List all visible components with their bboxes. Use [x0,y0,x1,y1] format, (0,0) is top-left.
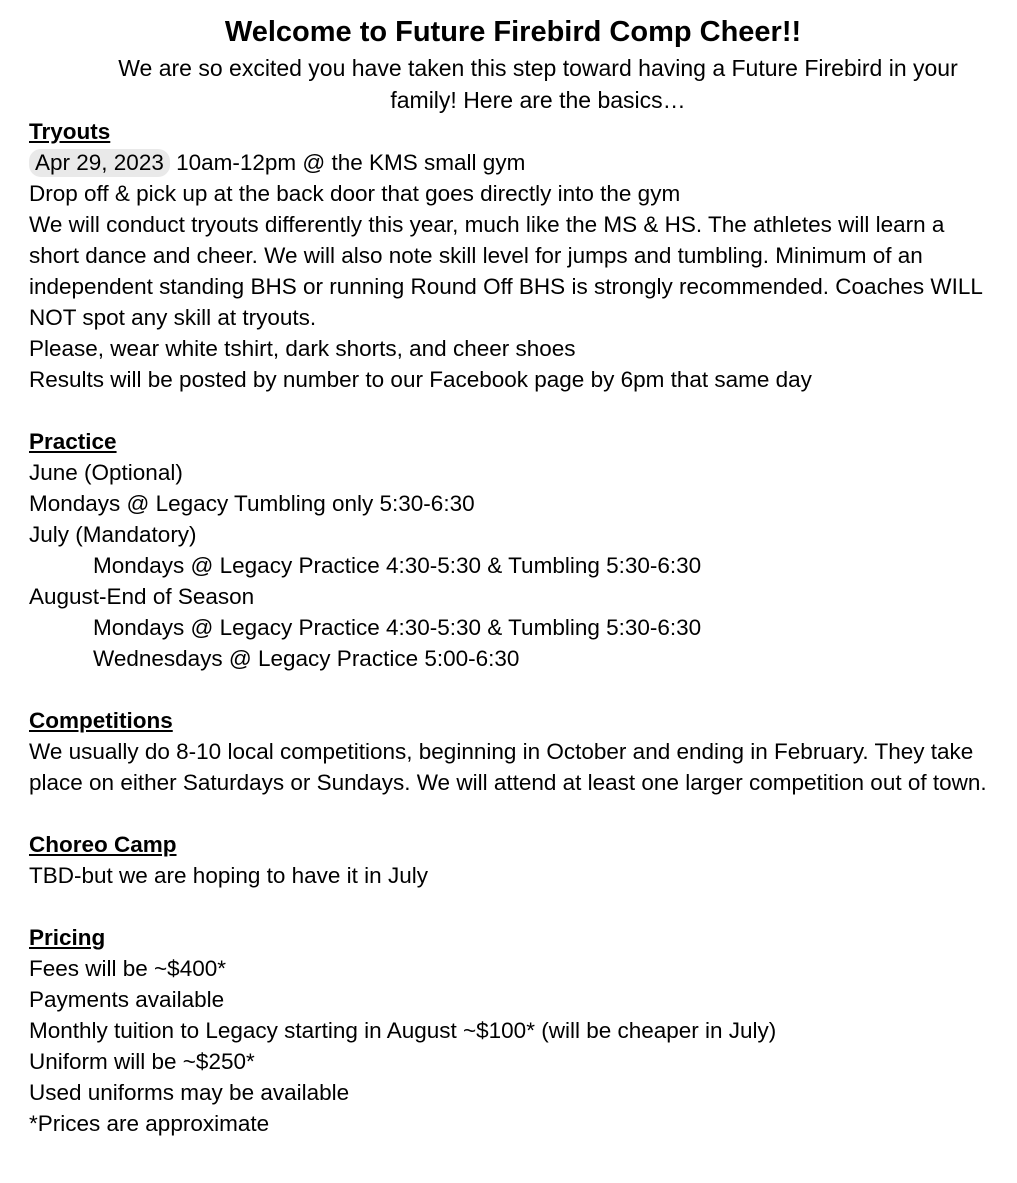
tryouts-conduct: We will conduct tryouts differently this year, much like the MS & HS. The athletes will learn a short dance and cheer. We will also note skill level for jumps and tumbling. Minimum of an independent standing BHS or running Round Off BHS is strongly recommended. Coaches WILL NOT spot any skill at tryouts. [29,212,983,330]
practice-july: July (Mandatory) [29,522,197,547]
pricing-section [29,922,997,1139]
competitions-heading: Competitions [29,708,173,733]
pricing-used-uniforms: Used uniforms may be available [29,1080,350,1105]
spacer [29,891,997,922]
competitions-section [29,705,997,798]
practice-august-mondays: Mondays @ Legacy Practice 4:30-5:30 & Tumbling 5:30-6:30 [93,615,702,640]
tryouts-wear: Please, wear white tshirt, dark shorts, and cheer shoes [29,336,576,361]
choreo-heading: Choreo Camp [29,832,177,857]
intro-paragraph: We are so excited you have taken this step toward having a Future Firebird in your family! Here are the basics… [118,55,958,113]
choreo-section [29,829,997,891]
document-title: Welcome to Future Firebird Comp Cheer!! [224,16,802,48]
practice-heading: Practice [29,429,117,454]
practice-section [29,426,997,674]
practice-june: June (Optional) [29,460,183,485]
tryouts-heading: Tryouts [29,119,111,144]
pricing-uniform: Uniform will be ~$250* [29,1049,255,1074]
pricing-payments: Payments available [29,987,225,1012]
pricing-fees: Fees will be ~$400* [29,956,226,981]
spacer [29,798,997,829]
practice-july-mondays: Mondays @ Legacy Practice 4:30-5:30 & Tumbling 5:30-6:30 [93,553,702,578]
date-chip[interactable]: Apr 29, 2023 [29,149,170,177]
tryouts-results: Results will be posted by number to our Facebook page by 6pm that same day [29,367,812,392]
competitions-text: We usually do 8-10 local competitions, beginning in October and ending in February. They take place on either Saturdays or Sundays. We will attend at least one larger competition out of town. [29,739,987,795]
tryouts-date-line [29,147,997,178]
tryouts-time-location: 10am-12pm @ the KMS small gym [169,150,526,175]
pricing-tuition: Monthly tuition to Legacy starting in August ~$100* (will be cheaper in July) [29,1018,777,1043]
pricing-approximate-note: *Prices are approximate [29,1111,270,1136]
practice-june-mondays: Mondays @ Legacy Tumbling only 5:30-6:30 [29,491,475,516]
tryouts-dropoff: Drop off & pick up at the back door that goes directly into the gym [29,181,681,206]
spacer [29,674,997,705]
spacer [29,395,997,426]
practice-august-wednesdays: Wednesdays @ Legacy Practice 5:00-6:30 [93,646,520,671]
choreo-text: TBD-but we are hoping to have it in July [29,863,428,888]
tryouts-section [29,116,997,395]
practice-august: August-End of Season [29,584,255,609]
pricing-heading: Pricing [29,925,106,950]
